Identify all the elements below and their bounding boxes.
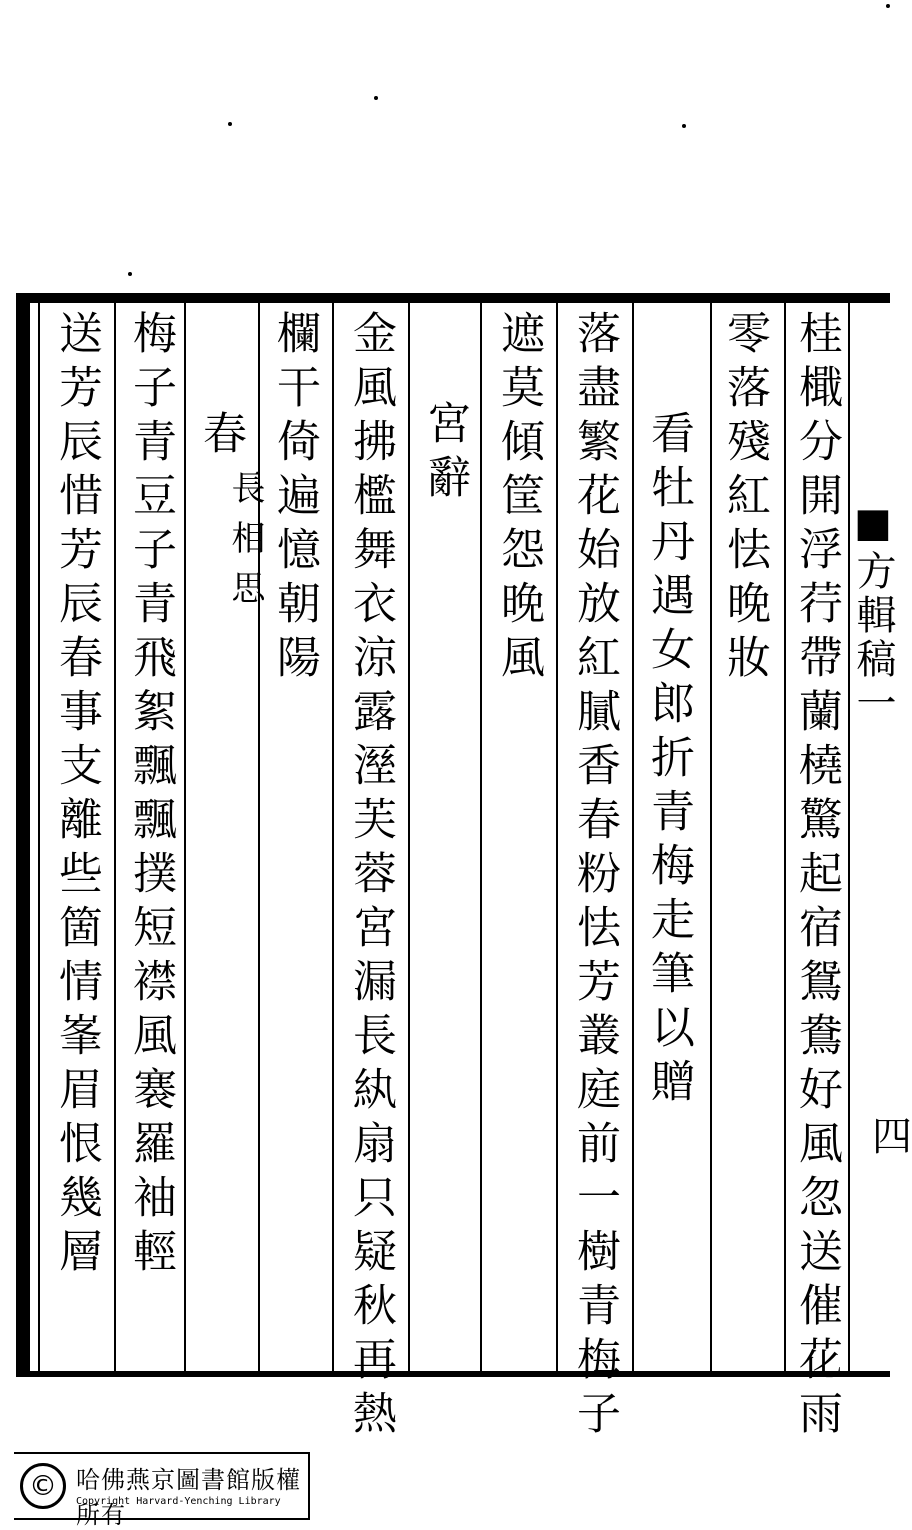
frame-left-inner-border (38, 303, 40, 1371)
text-column-4: 落盡繁花始放紅膩香春粉怯芳叢庭前一樹青梅子 (569, 310, 620, 1444)
column-rule (408, 303, 410, 1371)
text-column-12: 送芳辰惜芳辰春事支離些箇情峯眉恨幾層 (51, 310, 102, 1282)
column-rule (258, 303, 260, 1371)
ink-speck (886, 4, 890, 8)
text-column-1: 桂檝分開浮荇帶蘭橈驚起宿鴛鴦好風忽送催花雨 (791, 310, 842, 1444)
text-column-9-heading: 長相思 (225, 470, 265, 620)
ink-speck (228, 122, 232, 126)
frame-bottom-border (16, 1371, 890, 1377)
column-rule (784, 303, 786, 1371)
ink-speck (682, 124, 686, 128)
copyright-icon: © (20, 1463, 66, 1509)
column-rule (710, 303, 712, 1371)
column-rule (480, 303, 482, 1371)
text-column-11: 梅子青豆子青飛絮飄飄撲短襟風褰羅袖輕 (125, 310, 176, 1282)
text-column-7: 金風拂檻舞衣涼露溼芙蓉宮漏長紈扇只疑秋再熱 (345, 310, 396, 1444)
copyright-text-chinese: 哈佛燕京圖書館版權所有 (76, 1466, 301, 1529)
column-rule (632, 303, 634, 1371)
text-column-2: 零落殘紅怯晚妝 (719, 310, 770, 688)
fold-page-number: 四 (872, 1114, 912, 1160)
column-rule (332, 303, 334, 1371)
text-column-8: 欄干倚遍憶朝陽 (269, 310, 320, 688)
copyright-text-english: Copyright Harvard-Yenching Library (76, 1496, 281, 1507)
text-column-5: 遮莫傾筐怨晚風 (493, 310, 544, 688)
ink-speck (374, 96, 378, 100)
text-column-3: 看牡丹遇女郎折青梅走筆以贈 (643, 410, 694, 1112)
column-rule (556, 303, 558, 1371)
column-rule (114, 303, 116, 1371)
column-rule (184, 303, 186, 1371)
text-column-6-heading: 宮辭 (419, 400, 470, 508)
text-column-10: 春 (195, 410, 246, 464)
fold-title: ■方輯稿一 (850, 500, 896, 726)
ink-speck (128, 272, 132, 276)
frame-top-border (16, 293, 890, 303)
frame-left-border (16, 293, 30, 1377)
copyright-stamp (14, 1452, 310, 1529)
